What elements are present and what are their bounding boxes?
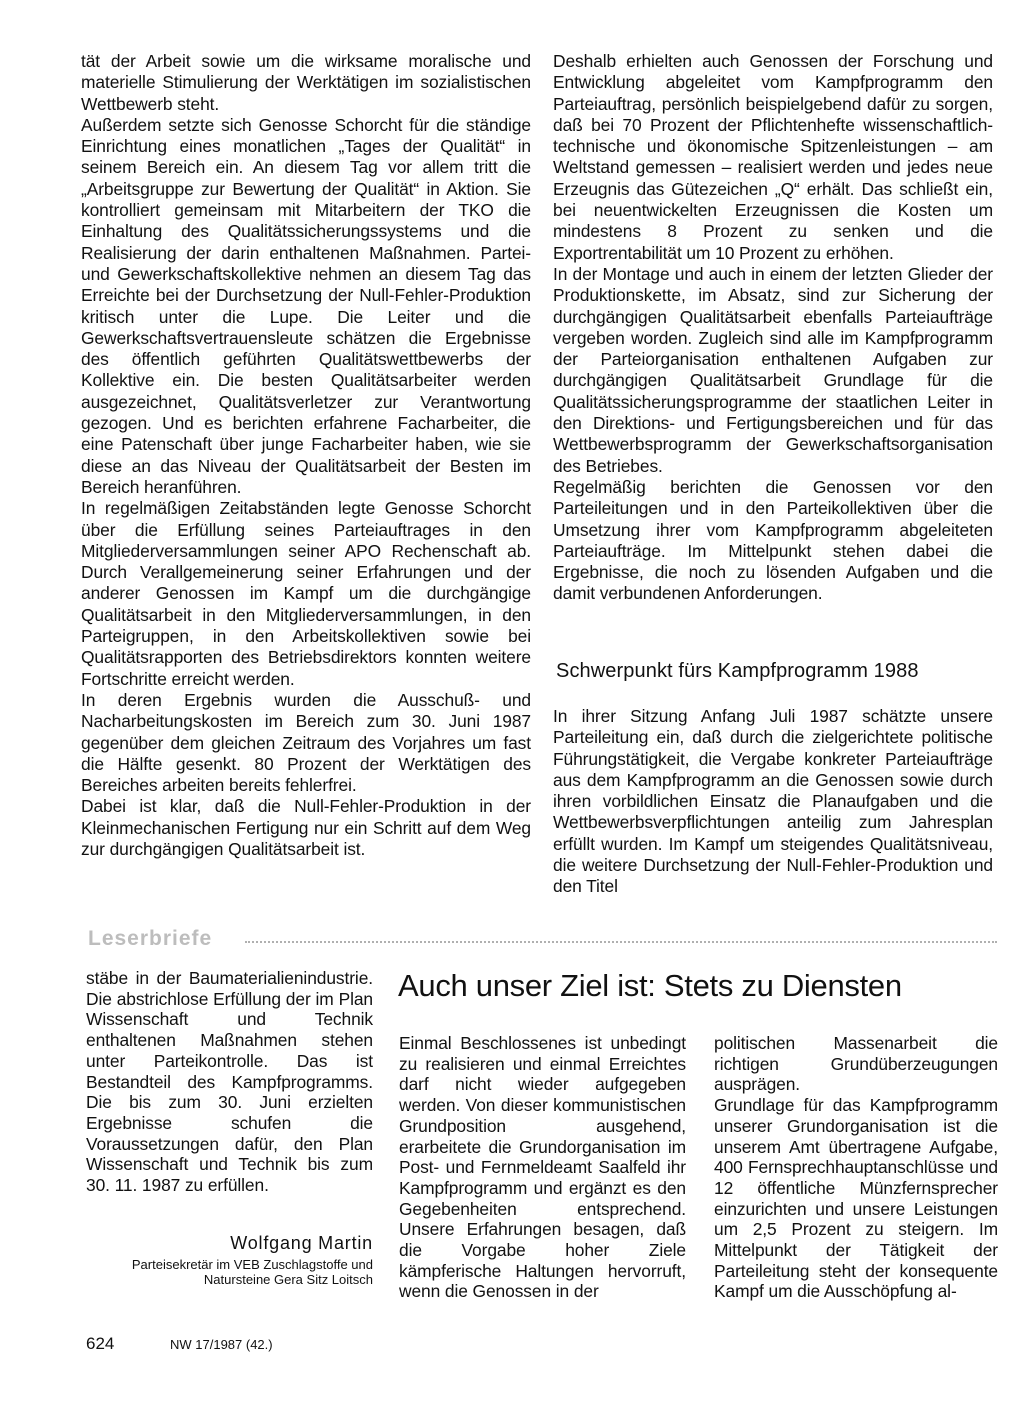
- paragraph: Grundlage für das Kampfprogramm unserer Grundorganisation ist die unserem Amt übertragene Aufgabe, 400 Fernsprechhauptanschlüsse und 12 öffentliche Münzfernsprecher einzurichten und unsere Leistungen um 2,5 Prozent zu steigern. Im Mittelpunkt der Tätigkeit der Parteileitung steht der konsequente Kampf um die Ausschöpfung al-: [714, 1095, 998, 1302]
- article-column-right-continued: [553, 706, 993, 898]
- section-divider: [245, 941, 997, 943]
- letter-signature: [86, 1233, 373, 1287]
- page-number: 624: [86, 1334, 115, 1353]
- letter-title: Auch unser Ziel ist: Stets zu Diensten: [398, 968, 902, 1003]
- author-name: Wolfgang Martin: [230, 1233, 373, 1253]
- paragraph: Außerdem setzte sich Genosse Schorcht für die ständige Einrichtung eines monatlichen „Tages der Qualität“ in seinem Bereich ein. An diesem Tag vor allem tritt die „Arbeitsgruppe zur Bewertung der Qualität“ in Aktion. Sie kontrolliert gemeinsam mit Mitarbeitern der TKO die Einhaltung des Qualitätssicherungssystems und die Realisierung der darin enthaltenen Maßnahmen. Partei- und Gewerkschaftskollektive nehmen an diesem Tag das Erreichte bei der Durchsetzung der Null-Fehler-Produktion kritisch unter die Lupe. Die Leiter und die Gewerkschaftsvertrauensleute schätzen die Ergebnisse des öffentlich geführten Qualitätswettbewerbs der Kollektive ein. Die besten Qualitätsarbeiter werden ausgezeichnet, Qualitätsverletzer zur Verantwortung gezogen. Und es berichten erfahrene Facharbeiter, die eine Patenschaft über junge Facharbeiter haben, wie sie diese an das Niveau der Qualitätsarbeit der Besten im Bereich heranführen.: [81, 114, 531, 497]
- article-column-left: [81, 51, 531, 860]
- paragraph: stäbe in der Baumaterialienindustrie. Die abstrichlose Erfüllung der im Plan Wissenschaft und Technik enthaltenen Maßnahmen stehen unter Parteikontrolle. Das ist Bestandteil des Kampfprogramms. Die bis zum 30. Juni erzielten Ergebnisse schufen die Voraussetzungen dafür, den Plan Wissenschaft und Technik bis zum 30. 11. 1987 zu erfüllen.: [86, 968, 373, 1196]
- paragraph: Deshalb erhielten auch Genossen der Forschung und Entwicklung abgeleitet vom Kampfprogramm den Parteiauftrag, persönlich beispielgebend dafür zu sorgen, daß bei 70 Prozent der Pflichtenhefte wissenschaftlich-technische und ökonomische Spitzenleistungen – am Weltstand gemessen – realisiert werden und jedes neue Erzeugnis das Gütezeichen „Q“ erhält. Das schließt ein, bei neuentwickelten Erzeugnissen die Kosten um mindestens 8 Prozent zu senken und die Exportrentabilität um 10 Prozent zu erhöhen.: [553, 51, 993, 263]
- section-subheading: Schwerpunkt fürs Kampfprogramm 1988: [556, 660, 919, 682]
- letter-column-2: [399, 1033, 686, 1302]
- letter-column-3: [714, 1033, 998, 1302]
- paragraph: In der Montage und auch in einem der letzten Glieder der Produktionskette, im Absatz, sind zur Sicherung der durchgängigen Qualitätsarbeit ebenfalls Parteiaufträge vergeben worden. Zugleich sind alle im Kampfprogramm der Parteiorganisation enthaltenen Aufgaben zur durchgängigen Qualitätsarbeit Grundlage für die Qualitätssicherungsprogramme der staatlichen Leiter in den Direktions- und Fertigungsbereichen und für das Wettbewerbsprogramm der Gewerkschaftsorganisation des Betriebes.: [553, 263, 993, 476]
- paragraph: In regelmäßigen Zeitabständen legte Genosse Schorcht über die Erfüllung seines Parteiauftrages in den Mitgliederversammlungen seiner APO Rechenschaft ab. Durch Verallgemeinerung seiner Erfahrungen und der anderer Genossen im Kampf um die durchgängige Qualitätsarbeit in den Mitgliederversammlungen, in den Parteigruppen, in den Arbeitskollektiven sowie bei Qualitätsrapporten des Betriebsdirektors konnten weitere Fortschritte erreicht werden.: [81, 498, 531, 689]
- paragraph: Einmal Beschlossenes ist unbedingt zu realisieren und einmal Erreichtes darf nicht wieder aufgegeben werden. Von dieser kommunistischen Grundposition ausgehend, erarbeitete die Grundorganisation im Post- und Fernmeldeamt Saalfeld ihr Kampfprogramm und ergänzt es den Gegebenheiten entsprechend. Unsere Erfahrungen besagen, daß die Vorgabe hoher Ziele kämpferische Haltungen hervorruft, wenn die Genossen in der: [399, 1033, 686, 1302]
- paragraph: In deren Ergebnis wurden die Ausschuß- und Nacharbeitungskosten im Bereich zum 30. Juni 1987 gegenüber dem gleichen Zeitraum des Vorjahres um fast die Hälfte gesenkt. 80 Prozent der Werktätigen des Bereiches arbeiten bereits fehlerfrei.: [81, 689, 531, 796]
- paragraph: Regelmäßig berichten die Genossen vor den Parteileitungen und in den Parteikollektiven über die Umsetzung ihrer vom Kampfprogramm abgeleiteten Parteiaufträge. Im Mittelpunkt stehen dabei die Ergebnisse, die noch zu lösenden Aufgaben und die damit verbundenen Anforderungen.: [553, 476, 993, 604]
- letter-column-1: [86, 968, 373, 1196]
- section-label: Leserbriefe: [88, 927, 213, 950]
- article-column-right: [553, 51, 993, 605]
- paragraph: tät der Arbeit sowie um die wirksame moralische und materielle Stimulierung der Werktätigen im sozialistischen Wettbewerb steht.: [81, 51, 531, 114]
- paragraph: Dabei ist klar, daß die Null-Fehler-Produktion in der Kleinmechanischen Fertigung nur ein Schritt auf dem Weg zur durchgängigen Qualitätsarbeit ist.: [81, 796, 531, 859]
- issue-reference: NW 17/1987 (42.): [170, 1337, 273, 1352]
- author-role: Parteisekretär im VEB Zuschlagstoffe und Natursteine Gera Sitz Loitsch: [131, 1257, 373, 1287]
- paragraph: politischen Massenarbeit die richtigen Grundüberzeugungen ausprägen.: [714, 1033, 998, 1095]
- paragraph: In ihrer Sitzung Anfang Juli 1987 schätzte unsere Parteileitung ein, daß durch die zielgerichtete politische Führungstätigkeit, die Vergabe konkreter Parteiaufträge aus dem Kampfprogramm an die Genossen sowie durch ihren vorbildlichen Einsatz die Planaufgaben und die Wettbewerbsverpflichtungen anteilig zum Jahresplan erfüllt wurden. Im Kampf um steigendes Qualitätsniveau, die weitere Durchsetzung der Null-Fehler-Produktion und den Titel: [553, 706, 993, 897]
